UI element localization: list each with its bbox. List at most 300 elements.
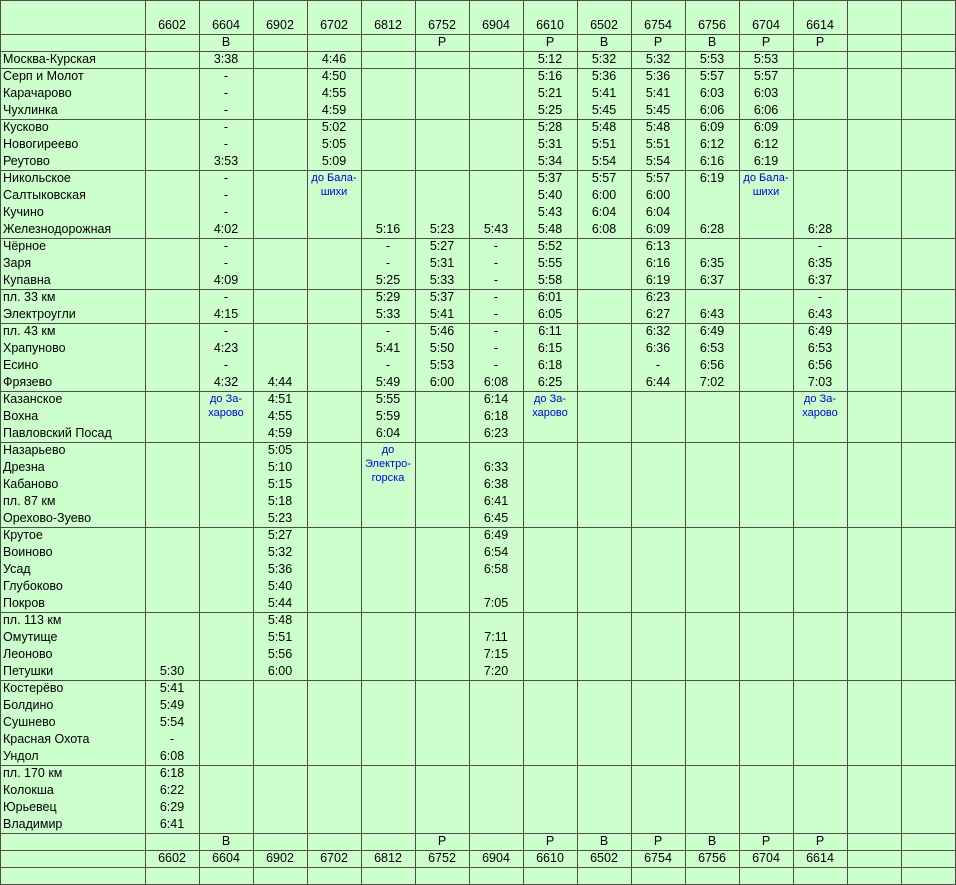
departure-time: 4:59 <box>267 426 293 440</box>
departure-time: 5:41 <box>591 86 617 100</box>
departure-time: 4:51 <box>267 392 293 406</box>
departure-time: 6:04 <box>375 426 401 440</box>
station-name: Ундол <box>3 749 39 763</box>
departure-time: 6:35 <box>807 256 833 270</box>
departure-time: - <box>223 358 229 372</box>
departure-time: 5:44 <box>267 596 293 610</box>
departure-time: 5:51 <box>645 137 671 151</box>
header-day-mark: В <box>599 35 609 49</box>
footer-train-number: 6604 <box>212 851 240 865</box>
station-name: Усад <box>3 562 31 576</box>
departure-time: 5:41 <box>429 307 455 321</box>
header-train-number: 6902 <box>266 18 294 32</box>
departure-time: 6:29 <box>159 800 185 814</box>
departure-time: 6:12 <box>753 137 779 151</box>
departure-time: 5:05 <box>321 137 347 151</box>
departure-time: 5:30 <box>159 664 185 678</box>
departure-time: 6:03 <box>699 86 725 100</box>
station-name: Карачарово <box>3 86 72 100</box>
footer-day-mark <box>307 833 361 850</box>
departure-time: 7:11 <box>484 630 508 644</box>
station-name: Кучино <box>3 205 44 219</box>
departure-time: 5:15 <box>267 477 293 491</box>
station-name: Юрьевец <box>3 800 57 814</box>
header-day-mark <box>145 34 199 51</box>
header-day-mark <box>307 34 361 51</box>
station-name: Чухлинка <box>3 103 58 117</box>
departure-time: 6:19 <box>753 154 779 168</box>
departure-time: 3:38 <box>213 52 239 66</box>
station-name: Дрезна <box>3 460 45 474</box>
station-name: Железнодорожная <box>3 222 112 236</box>
station-name: Болдино <box>3 698 54 712</box>
station-name: Глубоково <box>3 579 63 593</box>
departure-time: 6:06 <box>753 103 779 117</box>
departure-time: 5:52 <box>537 239 563 253</box>
row-divider <box>0 612 956 613</box>
departure-time: 5:31 <box>537 137 563 151</box>
departure-time: 6:13 <box>645 239 671 253</box>
station-name: Салтыковская <box>3 188 86 202</box>
departure-time: 5:31 <box>429 256 455 270</box>
header-day-mark: Р <box>815 35 825 49</box>
departure-time: 5:48 <box>591 120 617 134</box>
departure-time: 6:00 <box>591 188 617 202</box>
departure-time: - <box>223 205 229 219</box>
station-name: Покров <box>3 596 45 610</box>
station-name: Москва-Курская <box>3 52 96 66</box>
station-name: Крутое <box>3 528 43 542</box>
footer-train-number: 6502 <box>590 851 618 865</box>
departure-time: 4:46 <box>321 52 347 66</box>
departure-time: 5:16 <box>537 69 563 83</box>
departure-time: 5:50 <box>429 341 455 355</box>
departure-time: - <box>223 256 229 270</box>
departure-time: - <box>655 358 661 372</box>
row-divider <box>0 323 956 324</box>
departure-time: 6:58 <box>483 562 509 576</box>
departure-time: 4:32 <box>213 375 239 389</box>
row-divider <box>0 391 956 392</box>
row-divider <box>0 765 956 766</box>
row-divider <box>0 289 956 290</box>
footer-train-number: 6754 <box>644 851 672 865</box>
station-name: Храпуново <box>3 341 66 355</box>
departure-time: 5:27 <box>429 239 455 253</box>
station-name: Владимир <box>3 817 63 831</box>
departure-time: 7:20 <box>483 664 509 678</box>
departure-time: 6:00 <box>429 375 455 389</box>
route-note: до Бала-шихи <box>743 172 789 198</box>
departure-time: - <box>223 171 229 185</box>
departure-time: 5:54 <box>645 154 671 168</box>
station-name: пл. 33 км <box>3 290 56 304</box>
departure-time: 6:35 <box>699 256 725 270</box>
departure-time: 5:25 <box>537 103 563 117</box>
departure-time: - <box>385 239 391 253</box>
departure-time: - <box>493 273 499 287</box>
departure-time: 7:15 <box>483 647 509 661</box>
departure-time: - <box>817 239 823 253</box>
departure-time: - <box>493 341 499 355</box>
row-divider <box>0 850 956 851</box>
route-note: до Электро-горска <box>365 444 411 484</box>
station-name: Орехово-Зуево <box>3 511 92 525</box>
departure-time: 6:19 <box>699 171 725 185</box>
departure-time: - <box>223 69 229 83</box>
departure-time: 6:16 <box>645 256 671 270</box>
departure-time: 6:18 <box>537 358 563 372</box>
departure-time: 6:18 <box>483 409 509 423</box>
footer-day-mark: В <box>221 834 231 848</box>
departure-time: 6:15 <box>537 341 563 355</box>
departure-time: 4:09 <box>213 273 239 287</box>
row-divider <box>0 867 956 868</box>
header-train-number: 6812 <box>374 18 402 32</box>
departure-time: 5:49 <box>159 698 185 712</box>
departure-time: 4:15 <box>213 307 239 321</box>
departure-time: - <box>493 358 499 372</box>
station-name: Воиново <box>3 545 53 559</box>
departure-time: 6:01 <box>537 290 563 304</box>
departure-time: 5:56 <box>267 647 293 661</box>
departure-time: - <box>493 307 499 321</box>
header-train-number: 6702 <box>320 18 348 32</box>
footer-day-mark: Р <box>761 834 771 848</box>
station-name: Павловский Посад <box>3 426 112 440</box>
departure-time: 6:12 <box>699 137 725 151</box>
departure-time: 6:08 <box>483 375 509 389</box>
station-name: пл. 170 км <box>3 766 63 780</box>
departure-time: 5:51 <box>591 137 617 151</box>
departure-time: 6:28 <box>699 222 725 236</box>
footer-day-mark: В <box>599 834 609 848</box>
station-name: Красная Охота <box>3 732 90 746</box>
departure-time: 6:03 <box>753 86 779 100</box>
departure-time: - <box>385 256 391 270</box>
footer-train-number: 6610 <box>536 851 564 865</box>
departure-time: 5:57 <box>699 69 725 83</box>
departure-time: 5:45 <box>591 103 617 117</box>
departure-time: 5:02 <box>321 120 347 134</box>
departure-time: - <box>169 732 175 746</box>
footer-day-mark: Р <box>437 834 447 848</box>
departure-time: 6:08 <box>591 222 617 236</box>
footer-train-number: 6702 <box>320 851 348 865</box>
departure-time: 5:32 <box>267 545 293 559</box>
departure-time: 5:34 <box>537 154 563 168</box>
departure-time: 6:41 <box>483 494 509 508</box>
departure-time: 5:10 <box>267 460 293 474</box>
route-note: до За-харово <box>532 393 568 419</box>
departure-time: 5:32 <box>591 52 617 66</box>
header-day-mark: Р <box>437 35 447 49</box>
departure-time: 6:23 <box>645 290 671 304</box>
departure-time: 6:36 <box>645 341 671 355</box>
route-note: до За-харово <box>802 393 838 419</box>
departure-time: 5:32 <box>645 52 671 66</box>
footer-train-number: 6704 <box>752 851 780 865</box>
station-name: Купавна <box>3 273 51 287</box>
header-train-number: 6602 <box>158 18 186 32</box>
header-train-number: 6614 <box>806 18 834 32</box>
header-train-number: 6610 <box>536 18 564 32</box>
departure-time: 6:41 <box>159 817 185 831</box>
station-name: Колокша <box>3 783 54 797</box>
departure-time: 6:18 <box>159 766 185 780</box>
header-train-number: 6704 <box>752 18 780 32</box>
departure-time: 6:56 <box>699 358 725 372</box>
route-note: до Бала-шихи <box>311 172 357 198</box>
departure-time: 5:28 <box>537 120 563 134</box>
footer-train-number: 6812 <box>374 851 402 865</box>
departure-time: - <box>223 290 229 304</box>
departure-time: 5:18 <box>267 494 293 508</box>
departure-time: 6:32 <box>645 324 671 338</box>
departure-time: - <box>223 86 229 100</box>
departure-time: 6:16 <box>699 154 725 168</box>
departure-time: 5:51 <box>267 630 293 644</box>
departure-time: 6:49 <box>807 324 833 338</box>
departure-time: 5:33 <box>375 307 401 321</box>
departure-time: 6:09 <box>753 120 779 134</box>
departure-time: 5:36 <box>267 562 293 576</box>
departure-time: 5:48 <box>537 222 563 236</box>
departure-time: 5:53 <box>699 52 725 66</box>
row-divider <box>0 119 956 120</box>
departure-time: 4:44 <box>267 375 293 389</box>
departure-time: - <box>223 239 229 253</box>
station-name: Сушнево <box>3 715 56 729</box>
station-name: Вохна <box>3 409 39 423</box>
header-train-number: 6604 <box>212 18 240 32</box>
row-divider <box>0 34 956 35</box>
footer-day-mark: В <box>707 834 717 848</box>
footer-day-mark <box>145 833 199 850</box>
departure-time: 5:43 <box>483 222 509 236</box>
departure-time: - <box>493 290 499 304</box>
station-name: Реутово <box>3 154 50 168</box>
departure-time: - <box>493 239 499 253</box>
departure-time: 5:29 <box>375 290 401 304</box>
departure-time: 6:49 <box>483 528 509 542</box>
departure-time: 3:53 <box>213 154 239 168</box>
station-name: Петушки <box>3 664 54 678</box>
departure-time: 5:36 <box>591 69 617 83</box>
departure-time: 5:40 <box>537 188 563 202</box>
departure-time: 6:00 <box>267 664 293 678</box>
departure-time: 5:27 <box>267 528 293 542</box>
header-day-mark <box>253 34 307 51</box>
header-day-mark: В <box>707 35 717 49</box>
departure-time: 6:43 <box>699 307 725 321</box>
departure-time: 5:25 <box>375 273 401 287</box>
footer-day-mark <box>253 833 307 850</box>
row-divider <box>0 0 956 1</box>
footer-train-number: 6614 <box>806 851 834 865</box>
departure-time: 5:53 <box>753 52 779 66</box>
departure-time: 5:40 <box>267 579 293 593</box>
header-day-mark: В <box>221 35 231 49</box>
header-train-number: 6502 <box>590 18 618 32</box>
departure-time: 6:08 <box>159 749 185 763</box>
departure-time: 6:43 <box>807 307 833 321</box>
departure-time: 5:49 <box>375 375 401 389</box>
departure-time: - <box>493 324 499 338</box>
departure-time: 6:22 <box>159 783 185 797</box>
station-name: Костерёво <box>3 681 64 695</box>
station-name: Кабаново <box>3 477 59 491</box>
departure-time: 5:23 <box>267 511 293 525</box>
footer-train-number: 6756 <box>698 851 726 865</box>
departure-time: 5:16 <box>375 222 401 236</box>
header-train-number: 6904 <box>482 18 510 32</box>
station-name: Казанское <box>3 392 63 406</box>
station-name: Есино <box>3 358 39 372</box>
departure-time: 5:58 <box>537 273 563 287</box>
station-name: Новогиреево <box>3 137 79 151</box>
departure-time: 4:59 <box>321 103 347 117</box>
departure-time: 4:55 <box>321 86 347 100</box>
departure-time: 5:54 <box>591 154 617 168</box>
station-name: Леоново <box>3 647 53 661</box>
departure-time: 6:44 <box>645 375 671 389</box>
station-name: Омутище <box>3 630 58 644</box>
row-divider <box>0 680 956 681</box>
departure-time: 6:27 <box>645 307 671 321</box>
departure-time: 6:23 <box>483 426 509 440</box>
departure-time: 6:19 <box>645 273 671 287</box>
departure-time: 6:05 <box>537 307 563 321</box>
departure-time: 4:50 <box>321 69 347 83</box>
departure-time: 5:37 <box>537 171 563 185</box>
station-name: Заря <box>3 256 32 270</box>
departure-time: 5:55 <box>537 256 563 270</box>
departure-time: 6:49 <box>699 324 725 338</box>
departure-time: - <box>385 358 391 372</box>
route-note: до За-харово <box>208 393 244 419</box>
departure-time: 6:04 <box>645 205 671 219</box>
departure-time: - <box>817 290 823 304</box>
departure-time: - <box>223 324 229 338</box>
departure-time: - <box>223 120 229 134</box>
departure-time: 5:41 <box>645 86 671 100</box>
station-name: Чёрное <box>3 239 47 253</box>
header-day-mark: Р <box>761 35 771 49</box>
departure-time: 5:48 <box>645 120 671 134</box>
departure-time: 5:36 <box>645 69 671 83</box>
departure-time: 5:21 <box>537 86 563 100</box>
departure-time: 5:12 <box>537 52 563 66</box>
departure-time: 6:54 <box>483 545 509 559</box>
departure-time: 5:09 <box>321 154 347 168</box>
header-day-mark: Р <box>545 35 555 49</box>
departure-time: 5:43 <box>537 205 563 219</box>
departure-time: 6:04 <box>591 205 617 219</box>
departure-time: 6:09 <box>699 120 725 134</box>
row-divider <box>0 68 956 69</box>
footer-train-number: 6904 <box>482 851 510 865</box>
footer-day-mark <box>469 833 523 850</box>
departure-time: 6:14 <box>483 392 509 406</box>
departure-time: 7:02 <box>699 375 725 389</box>
departure-time: - <box>493 256 499 270</box>
row-divider <box>0 170 956 171</box>
departure-time: - <box>385 324 391 338</box>
departure-time: 6:25 <box>537 375 563 389</box>
header-day-mark <box>469 34 523 51</box>
departure-time: 5:37 <box>429 290 455 304</box>
departure-time: 5:54 <box>159 715 185 729</box>
departure-time: 6:33 <box>483 460 509 474</box>
station-name: Электроугли <box>3 307 76 321</box>
departure-time: 5:23 <box>429 222 455 236</box>
departure-time: 5:41 <box>375 341 401 355</box>
departure-time: 6:00 <box>645 188 671 202</box>
departure-time: - <box>223 137 229 151</box>
station-name: пл. 113 км <box>3 613 62 627</box>
row-divider <box>0 238 956 239</box>
station-name: Фрязево <box>3 375 53 389</box>
departure-time: 4:23 <box>213 341 239 355</box>
departure-time: 5:46 <box>429 324 455 338</box>
header-train-number: 6756 <box>698 18 726 32</box>
header-day-mark <box>361 34 415 51</box>
departure-time: 4:02 <box>213 222 239 236</box>
footer-day-mark: Р <box>815 834 825 848</box>
departure-time: 6:56 <box>807 358 833 372</box>
departure-time: 5:57 <box>645 171 671 185</box>
station-name: Назарьево <box>3 443 66 457</box>
departure-time: 5:41 <box>159 681 185 695</box>
station-name: Никольское <box>3 171 71 185</box>
departure-time: 6:53 <box>807 341 833 355</box>
footer-train-number: 6752 <box>428 851 456 865</box>
departure-time: 6:45 <box>483 511 509 525</box>
footer-day-mark: Р <box>545 834 555 848</box>
departure-time: 6:38 <box>483 477 509 491</box>
row-divider <box>0 833 956 834</box>
departure-time: 5:48 <box>267 613 293 627</box>
header-train-number: 6752 <box>428 18 456 32</box>
station-name: пл. 43 км <box>3 324 56 338</box>
header-day-mark: Р <box>653 35 663 49</box>
departure-time: 5:59 <box>375 409 401 423</box>
departure-time: - <box>223 188 229 202</box>
departure-time: 5:53 <box>429 358 455 372</box>
row-divider <box>0 442 956 443</box>
footer-day-mark: Р <box>653 834 663 848</box>
departure-time: 6:06 <box>699 103 725 117</box>
departure-time: 5:57 <box>591 171 617 185</box>
departure-time: 6:11 <box>538 324 562 338</box>
departure-time: 5:55 <box>375 392 401 406</box>
departure-time: 6:09 <box>645 222 671 236</box>
departure-time: 6:37 <box>807 273 833 287</box>
departure-time: 6:28 <box>807 222 833 236</box>
footer-day-mark <box>361 833 415 850</box>
station-name: Серп и Молот <box>3 69 84 83</box>
row-divider <box>0 51 956 52</box>
departure-time: 7:03 <box>807 375 833 389</box>
departure-time: 5:33 <box>429 273 455 287</box>
departure-time: 7:05 <box>483 596 509 610</box>
departure-time: 5:57 <box>753 69 779 83</box>
station-name: Кусково <box>3 120 49 134</box>
departure-time: 5:45 <box>645 103 671 117</box>
departure-time: 6:37 <box>699 273 725 287</box>
departure-time: 4:55 <box>267 409 293 423</box>
